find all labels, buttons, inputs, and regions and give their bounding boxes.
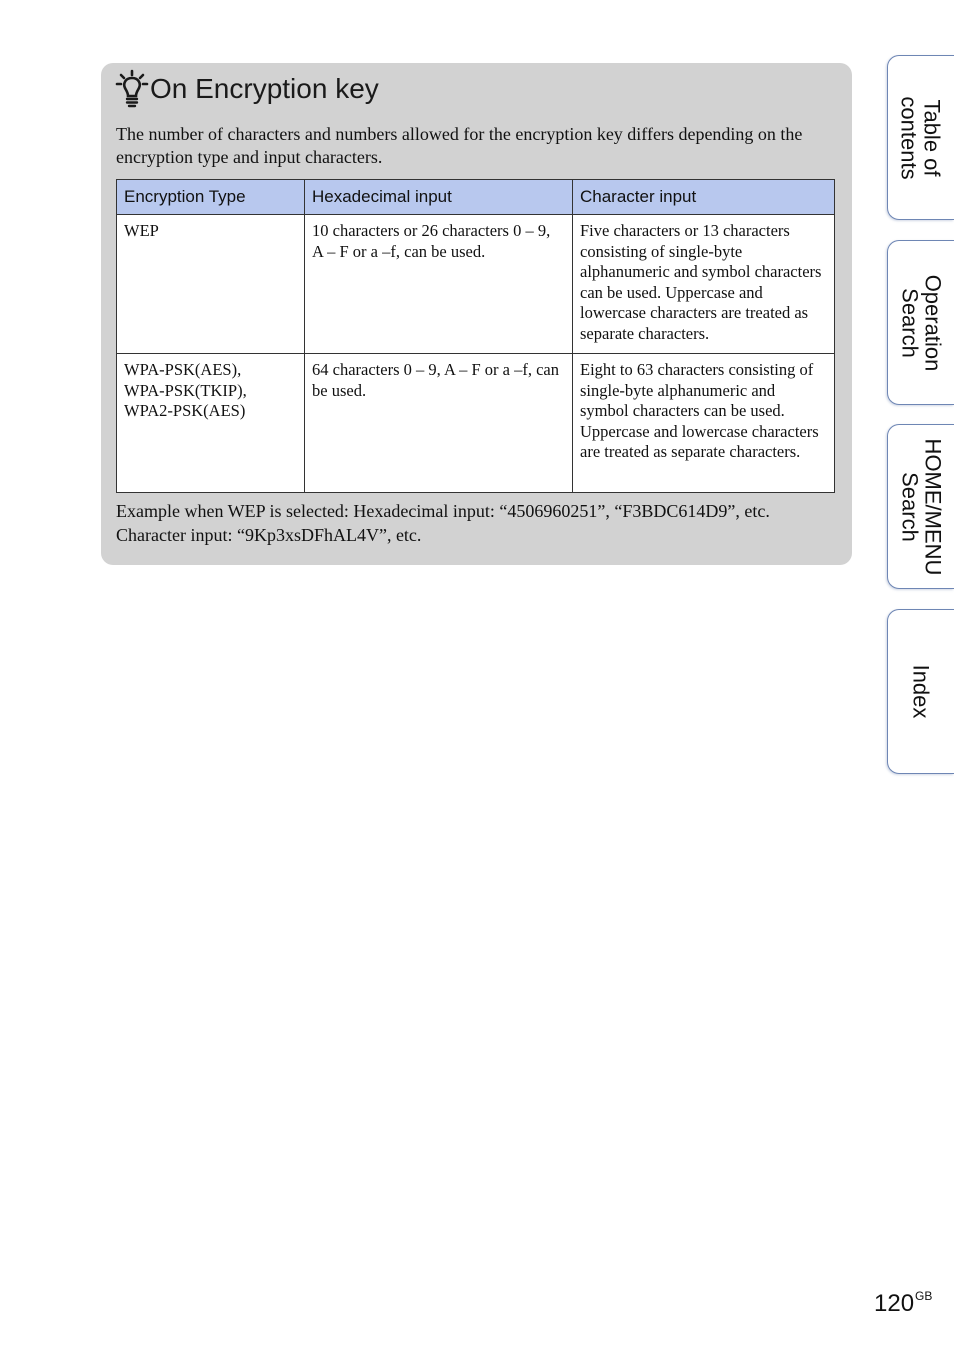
page-number-suffix: GB bbox=[915, 1289, 933, 1303]
example-line-1: Example when WEP is selected: Hexadecimal input: “4506960251”, “F3BDC614D9”, etc. bbox=[116, 501, 770, 521]
hint-box bbox=[101, 63, 852, 565]
cell-hex: 10 characters or 26 characters 0 – 9, A – F or a –f, can be used. bbox=[305, 215, 573, 354]
tab-index[interactable] bbox=[887, 609, 954, 774]
tab-label: Operation Search bbox=[897, 274, 945, 371]
cell-type: WEP bbox=[117, 215, 305, 354]
header-encryption-type: Encryption Type bbox=[117, 180, 305, 215]
encryption-table bbox=[116, 179, 835, 493]
intro-text: The number of characters and numbers allowed for the encryption key differs depending on the encryption type and input characters. bbox=[116, 124, 803, 167]
hint-title-text: On Encryption key bbox=[150, 73, 379, 104]
tab-operation-search[interactable] bbox=[887, 240, 954, 405]
tab-label: HOME/MENU Search bbox=[897, 438, 946, 575]
page-number bbox=[874, 1290, 932, 1318]
side-tabs bbox=[887, 0, 954, 800]
example-text bbox=[116, 499, 846, 547]
tab-home-menu-search[interactable] bbox=[887, 424, 954, 589]
cell-type: WPA-PSK(AES), WPA-PSK(TKIP), WPA2-PSK(AES) bbox=[117, 354, 305, 493]
cell-char: Eight to 63 characters consisting of single-byte alphanumeric and symbol characters can be used. Uppercase and lowercase characters are treated as separate characters. bbox=[573, 354, 835, 493]
table-row bbox=[117, 215, 835, 354]
lightbulb-icon bbox=[115, 69, 149, 109]
example-line-2: Character input: “9Kp3xsDFhAL4V”, etc. bbox=[116, 525, 422, 545]
header-hexadecimal-input: Hexadecimal input bbox=[305, 180, 573, 215]
tab-label: Index bbox=[908, 664, 934, 719]
hint-title bbox=[115, 69, 379, 109]
page-number-value: 120 bbox=[874, 1290, 915, 1317]
cell-hex: 64 characters 0 – 9, A – F or a –f, can be used. bbox=[305, 354, 573, 493]
tab-table-of-contents[interactable] bbox=[887, 55, 954, 220]
tab-label: Table of contents bbox=[897, 95, 946, 180]
table-row bbox=[117, 354, 835, 493]
cell-char: Five characters or 13 characters consisting of single-byte alphanumeric and symbol characters can be used. Uppercase and lowercase characters are treated as separate characters. bbox=[573, 215, 835, 354]
table-header-row bbox=[117, 180, 835, 215]
header-character-input: Character input bbox=[573, 180, 835, 215]
